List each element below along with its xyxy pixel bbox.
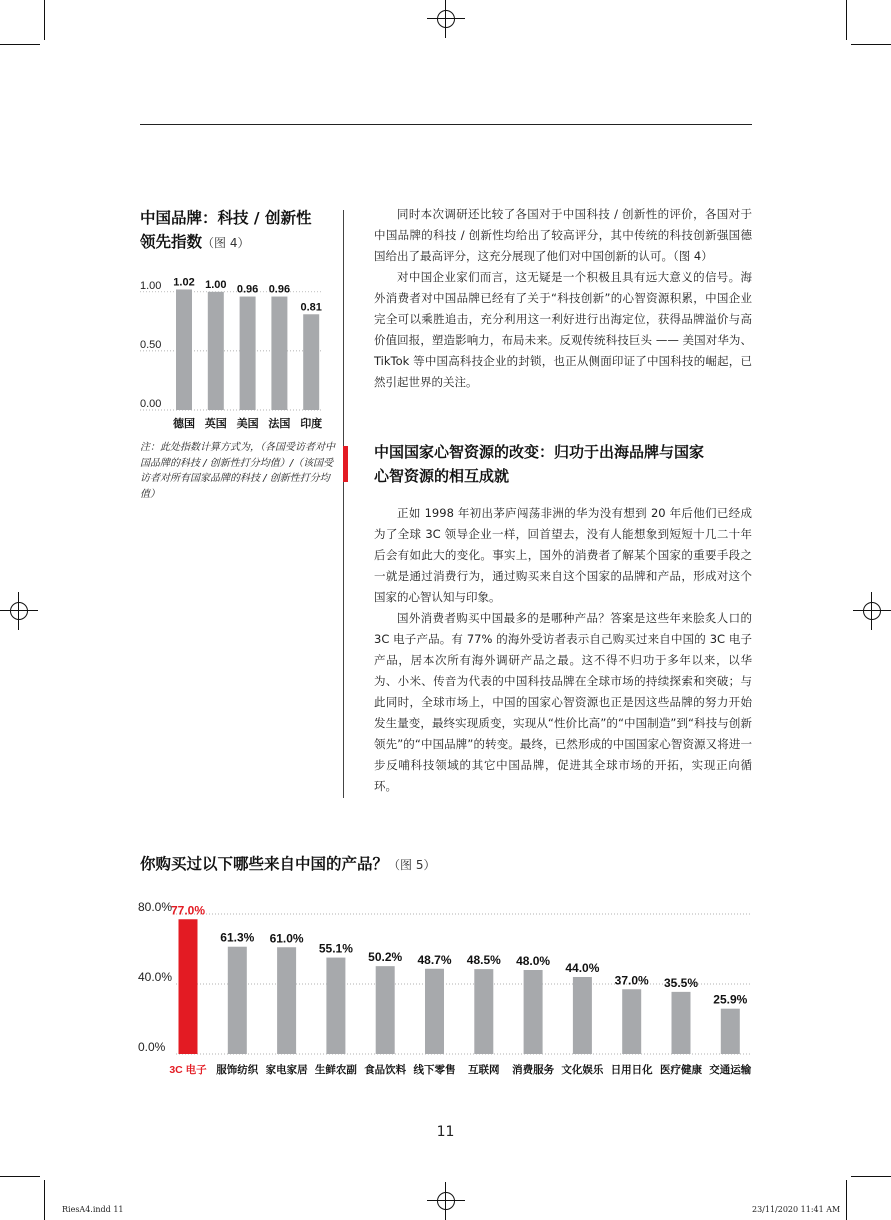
chart5-bar <box>326 958 345 1054</box>
registration-mark-top <box>427 0 465 38</box>
chart5-value-label: 48.5% <box>466 953 501 968</box>
chart5-category-label: 服饰纺织 <box>216 1064 259 1076</box>
chart4-value-label: 1.02 <box>173 276 195 289</box>
crop-mark-tl-v <box>44 0 45 40</box>
article-para4: 国外消费者购买中国最多的是哪种产品？答案是这些年来脍炙人口的 3C 电子产品。有 77% 的海外受访者表示自己购买过来自中国的 3C 电子产品，居本次所有海外调研产品之最。这不得不归功于多年以来，以华为、小米、传音为代表的中国科技品牌在全球市场的持续探索和突破；与此同时，全球市场上，中国的国家心智资源也正是因这些品牌的努力开始发生量变，最终实现质变，实现从“性价比高”的“中国制造”到“科技与创新领先”的“中国品牌”的转变。最终，已然形成的中国国家心智资源又将进一步反哺科技领域的其它中国品牌，促进其全球市场的开拓，实现正向循环。 <box>374 611 752 793</box>
chart5-category-label: 消费服务 <box>512 1064 555 1076</box>
chart5-bar <box>524 970 543 1054</box>
chart5-bar <box>721 1009 740 1054</box>
chart5-bar <box>179 919 198 1054</box>
registration-mark-bottom <box>427 1182 465 1220</box>
chart4-note: 注：此处指数计算方式为，（各国受访者对中国品牌的科技 / 创新性打分均值）/（该国受访者对所有国家品牌的科技 / 创新性打分均值） <box>140 442 335 500</box>
crop-mark-tr-v <box>846 0 847 40</box>
chart4-category-label: 德国 <box>173 418 195 430</box>
chart5-value-label: 35.5% <box>663 975 699 990</box>
chart5-value-label: 50.2% <box>368 950 403 965</box>
chart5-bar <box>672 992 691 1054</box>
chart5-category-label: 互联网 <box>468 1064 500 1076</box>
chart4-bar <box>208 292 224 410</box>
chart5-ytick-label: 80.0% <box>138 900 173 914</box>
slug-right: 23/11/2020 11:41 AM <box>752 1205 841 1214</box>
chart4-svg <box>138 276 338 436</box>
chart5-category-label: 交通运输 <box>709 1064 752 1076</box>
chart5-category-label: 食品饮料 <box>364 1064 407 1076</box>
chart5-bar <box>573 977 592 1054</box>
chart4-category-label: 美国 <box>236 418 259 430</box>
chart4-value-label: 0.96 <box>268 283 291 296</box>
chart5-category-label: 线下零售 <box>413 1064 456 1076</box>
crop-mark-tl-h <box>0 44 40 45</box>
chart5-category-label: 文化娱乐 <box>561 1064 604 1076</box>
section-heading-line1: 中国国家心智资源的改变：归功于出海品牌与国家 <box>374 443 705 461</box>
chart5-value-label: 48.0% <box>516 954 551 968</box>
chart4-category-label: 法国 <box>268 418 291 430</box>
chart4-category-label: 印度 <box>300 418 323 430</box>
chart4-bar <box>271 297 287 410</box>
column-divider <box>343 210 344 798</box>
page-number: 11 <box>436 1124 455 1140</box>
crop-mark-br-v <box>846 1180 847 1220</box>
registration-mark-right <box>853 592 891 630</box>
chart5-bar <box>474 969 493 1054</box>
chart5-value-label: 48.7% <box>417 952 452 967</box>
fig5-title-text: 你购买过以下哪些来自中国的产品？ <box>140 855 389 873</box>
section-heading-line2: 心智资源的相互成就 <box>374 467 510 485</box>
chart4-bar <box>303 314 319 410</box>
chart4-value-label: 1.00 <box>205 278 227 291</box>
chart5-value-label: 77.0% <box>170 903 206 918</box>
chart5-bar <box>622 989 641 1054</box>
chart5-category-label: 3C 电子 <box>169 1064 207 1076</box>
crop-mark-tr-h <box>851 44 891 45</box>
article-top <box>374 204 752 393</box>
article-para3: 正如 1998 年初出茅庐闯荡非洲的华为没有想到 20 年后他们已经成为了全球 3C 领导企业一样，回首望去，没有人能想象到短短十几二十年后会有如此大的变化。事实上，国外的消费者了解某个国家的重要手段之一就是通过消费行为，通过购买来自这个国家的品牌和产品，形成对这个国家的心智认知与印象。 <box>374 506 752 604</box>
fig5-fig-ref: （图 5） <box>388 858 436 872</box>
article-para1: 同时本次调研还比较了各国对于中国科技 / 创新性的评价，各国对于中国品牌的科技 / 创新性均给出了较高评分，其中传统的科技创新强国德国给出了最高评分，这充分展现了他们对中国创新的认可。（图 4） <box>374 207 752 263</box>
crop-mark-bl-h <box>0 1176 40 1177</box>
sidebar-title-line2: 领先指数 <box>140 233 203 251</box>
registration-mark-left <box>0 592 38 630</box>
chart5-svg <box>136 892 756 1084</box>
chart5-bar <box>277 947 296 1054</box>
chart4-ytick-label: 1.00 <box>140 279 162 292</box>
sidebar-fig-ref: （图 4） <box>202 236 250 250</box>
chart4-ytick-label: 0.50 <box>140 338 162 351</box>
heading-accent-bar <box>343 446 348 482</box>
chart5-category-label: 日用日化 <box>610 1064 653 1076</box>
sidebar-title-line1: 中国品牌：科技 / 创新性 <box>140 209 312 227</box>
article-para2: 对中国企业家们而言，这无疑是一个积极且具有远大意义的信号。海外消费者对中国品牌已经有了关于“科技创新”的心智资源积累，中国企业完全可以乘胜追击，充分利用这一利好进行出海定位，获得品牌溢价与高价值回报，塑造影响力，布局未来。反观传统科技巨头 —— 美国对华为、TikTok 等中国高科技企业的封锁，也正从侧面印证了中国科技的崛起，已然引起世界的关注。 <box>374 270 752 389</box>
chart4-bar <box>240 297 256 410</box>
article-bottom <box>374 503 752 797</box>
chart4-category-label: 英国 <box>204 418 227 430</box>
slug-left: RiesA4.indd 11 <box>62 1205 124 1214</box>
chart5-bar <box>376 966 395 1054</box>
chart5-category-label: 生鲜农副 <box>314 1064 357 1076</box>
chart5-value-label: 44.0% <box>565 961 600 975</box>
header-rule <box>140 124 752 125</box>
chart4-value-label: 0.96 <box>236 283 259 296</box>
chart4-bar <box>176 289 192 410</box>
chart5-ytick-label: 40.0% <box>138 970 173 984</box>
chart5-ytick-label: 0.0% <box>138 1040 166 1054</box>
chart5-value-label: 55.1% <box>318 941 353 956</box>
chart5-category-label: 家电家居 <box>265 1064 308 1076</box>
chart5-value-label: 61.3% <box>220 930 255 945</box>
crop-mark-br-h <box>851 1176 891 1177</box>
chart5-bar <box>425 969 444 1054</box>
chart5-value-label: 61.0% <box>269 931 304 946</box>
chart5-value-label: 25.9% <box>713 992 748 1007</box>
fig5-title <box>140 852 435 874</box>
crop-mark-bl-v <box>44 1180 45 1220</box>
chart5-category-label: 医疗健康 <box>660 1064 702 1076</box>
sidebar-title <box>140 206 340 255</box>
chart5-value-label: 37.0% <box>614 973 649 988</box>
section-heading <box>374 440 752 488</box>
chart5-bar <box>228 947 247 1054</box>
chart4-ytick-label: 0.00 <box>140 398 162 410</box>
chart4-value-label: 0.81 <box>300 301 322 314</box>
